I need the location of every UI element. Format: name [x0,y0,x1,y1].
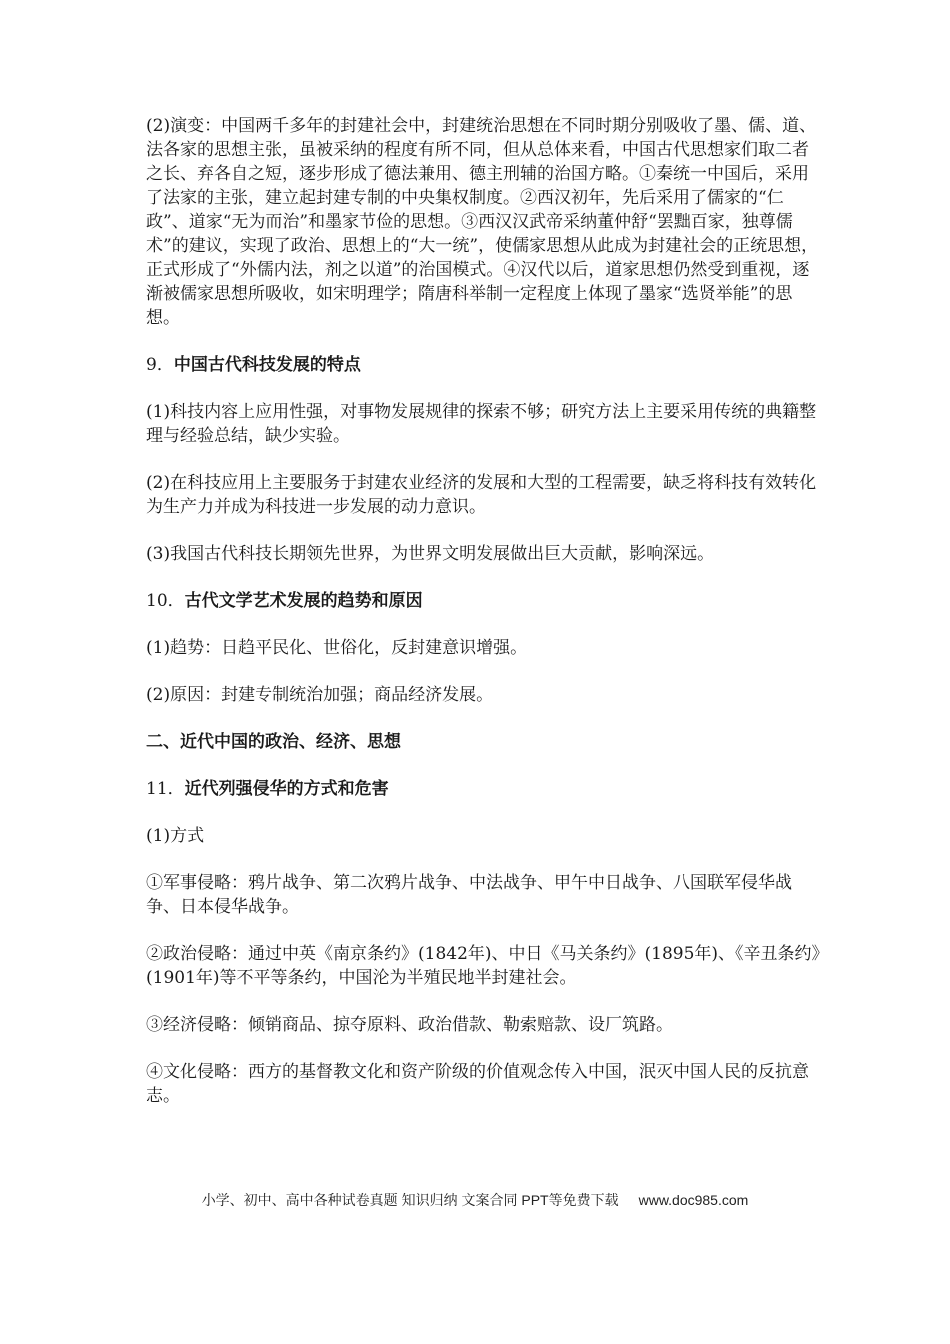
footer-text: 小学、初中、高中各种试卷真题 知识归纳 文案合同 PPT等免费下载 [201,1192,619,1208]
section-heading-modern-china: 二、近代中国的政治、经济、思想 [146,732,401,752]
heading-11-number: 11． [146,779,185,799]
paragraph-11-1: (1)方式 [146,826,205,846]
heading-10-title: 古代文学艺术发展的趋势和原因 [184,591,423,611]
heading-9-number: 9． [146,355,174,375]
heading-11 [146,777,822,801]
heading-9 [146,353,822,377]
paragraph-9-3: (3)我国古代科技长期领先世界，为世界文明发展做出巨大贡献，影响深远。 [146,544,715,564]
document-body [146,114,822,1108]
paragraph-10-1: (1)趋势：日趋平民化、世俗化，反封建意识增强。 [146,638,528,658]
page-footer [0,1190,950,1210]
paragraph-11-economic: ③经济侵略：倾销商品、掠夺原料、政治借款、勒索赔款、设厂筑路。 [146,1015,673,1035]
heading-10-number: 10． [146,591,185,611]
paragraph-11-military: ①军事侵略：鸦片战争、第二次鸦片战争、中法战争、甲午中日战争、八国联军侵华战争、日本侵华战争。 [146,873,792,917]
footer-url[interactable]: www.doc985.com [638,1192,749,1208]
heading-10 [146,589,822,613]
heading-11-title: 近代列强侵华的方式和危害 [184,779,389,799]
paragraph-11-cultural: ④文化侵略：西方的基督教文化和资产阶级的价值观念传入中国，泯灭中国人民的反抗意志。 [146,1062,809,1106]
paragraph-evolution: (2)演变：中国两千多年的封建社会中，封建统治思想在不同时期分别吸收了墨、儒、道、法各家的思想主张，虽被采纳的程度有所不同，但从总体来看，中国古代思想家们取二者之长、弃各自之短，逐步形成了德法兼用、德主刑辅的治国方略。①秦统一中国后，采用了法家的主张，建立起封建专制的中央集权制度。②西汉初年，先后采用了儒家的“仁政”、道家“无为而治”和墨家节俭的思想。③西汉汉武帝采纳董仲舒“罢黜百家，独尊儒术”的建议，实现了政治、思想上的“大一统”，使儒家思想从此成为封建社会的正统思想，正式形成了“外儒内法，剂之以道”的治国模式。④汉代以后，道家思想仍然受到重视，逐渐被儒家思想所吸收，如宋明理学；隋唐科举制一定程度上体现了墨家“选贤举能”的思想。 [146,116,819,328]
heading-9-title: 中国古代科技发展的特点 [173,355,361,375]
paragraph-10-2: (2)原因：封建专制统治加强；商品经济发展。 [146,685,494,705]
paragraph-11-political: ②政治侵略：通过中英《南京条约》(1842年)、中日《马关条约》(1895年)、《辛丑条约》(1901年)等不平等条约，中国沦为半殖民地半封建社会。 [146,944,821,988]
paragraph-9-1: (1)科技内容上应用性强，对事物发展规律的探索不够；研究方法上主要采用传统的典籍整理与经验总结，缺少实验。 [146,402,817,446]
paragraph-9-2: (2)在科技应用上主要服务于封建农业经济的发展和大型的工程需要，缺乏将科技有效转化为生产力并成为科技进一步发展的动力意识。 [146,473,817,517]
